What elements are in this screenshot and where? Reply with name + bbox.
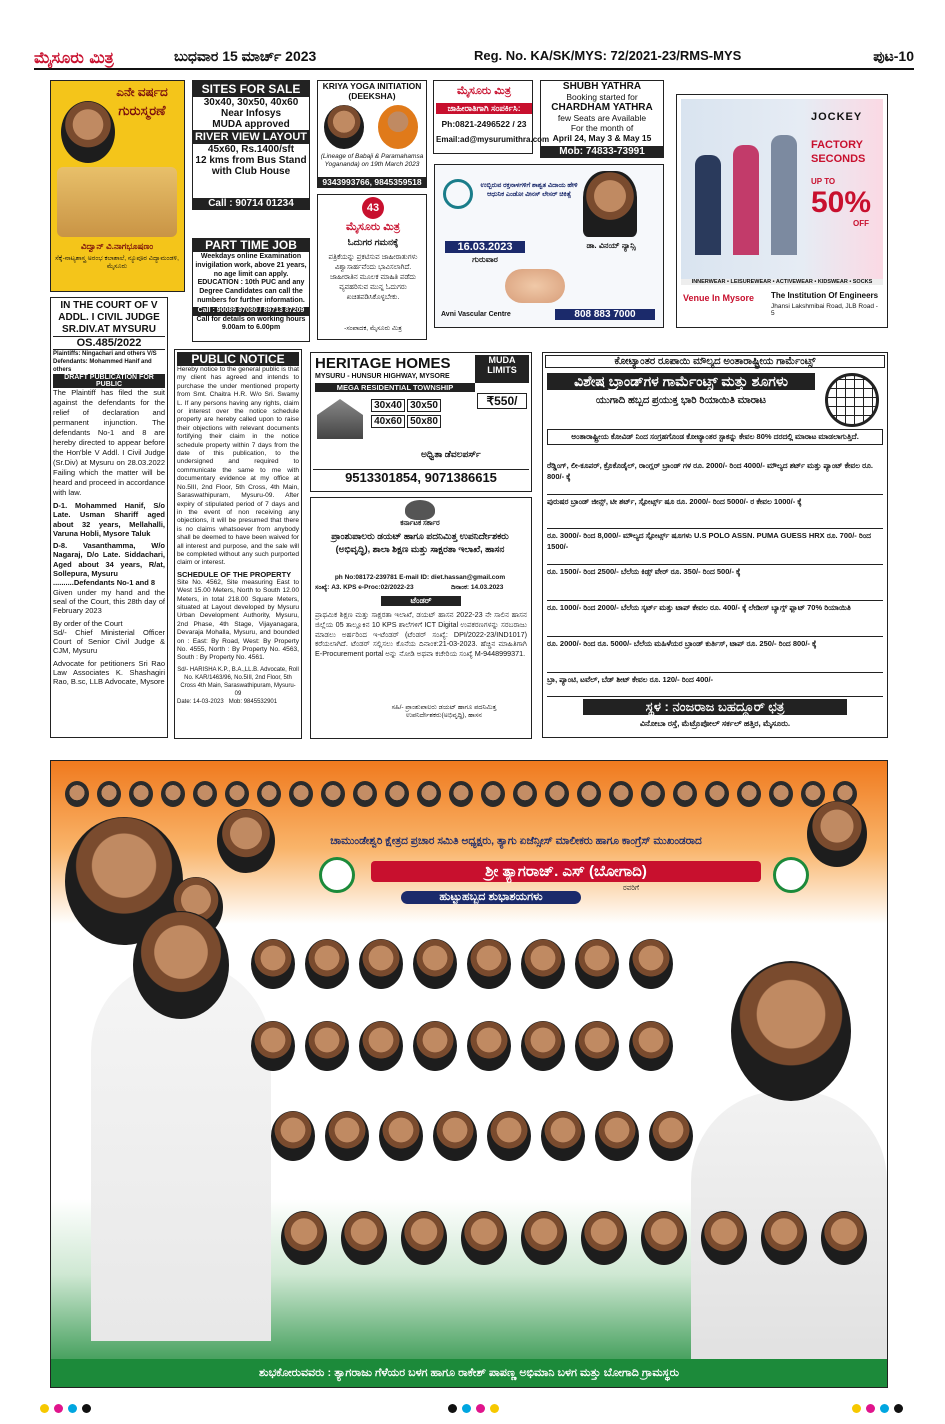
vascular-phone: 808 883 7000 (555, 309, 655, 320)
parttime-phone: Call : 90089 97080 / 89713 87209 (193, 307, 309, 316)
mitra-heading: ಜಾಹೀರಾತಿಗಾಗಿ ಸಂಪರ್ಕಿಸಿ: (436, 103, 532, 114)
supporter-photo (641, 1211, 687, 1265)
supporter-photo (595, 1111, 639, 1161)
garments-row-1: ರೆಡ್ಡಿಂಗ್, ಲೀ-ಕೂಪರ್, ಕ್ರೊಕೊಡೈಲ್, ರಾಂಗ್ಲರ್ ಬ್ರಾಂಡ್ ಗಳ ರೂ. 2000/- ರಿಂದ 4000/- ಮೌಲ್ಯದ ಶರ್ಟ್ ಮತ್ತು ಪ್ಯಾಂಟ್ ಕೇವಲ ರೂ. 800/- ಕ್ಕೆ (547, 461, 883, 495)
vascular-intro: ಉಬ್ಬಿರುವ ರಕ್ತನಾಳಗಳಿಗೆ ಶಾಶ್ವತ ವಿದಾಯ ಹೇಳಿ ಆಧುನಿಕ ಎಂಡೋ ವೀನಸ್ ಲೇಸರ್ ಚಿಕಿತ್ಸೆ (480, 182, 578, 198)
leader-photo (97, 781, 121, 807)
court-order: By order of the Court (53, 618, 123, 628)
vascular-day: ಗುರುವಾರ (472, 255, 498, 264)
tender-date: ದಿನಾಂಕ: 14.03.2023 (451, 584, 504, 591)
garments-row-4: ರೂ. 1500/- ರಿಂದ 2500/- ಬೆಲೆಯ ಕಿಡ್ಸ್ ವೇರ್ ರೂ. 350/- ರಿಂದ 500/- ಕ್ಕೆ (547, 567, 883, 601)
leader-photo (385, 781, 409, 807)
shubh-phone: Mob: 74833-73991 (541, 146, 663, 157)
supporter-photo (359, 939, 403, 989)
garments-row-5: ರೂ. 1000/- ರಿಂದ 2000/- ಬೆಲೆಯ ಸ್ಕರ್ಟ್ ಮತ್ತು ಟಾಪ್ ಕೇವಲ ರೂ. 400/- ಕ್ಕೆ ಲೇಡೀಸ್ ಬ್ಯಾಗ್ಸ್ ಫ್ಲಾಟ್ 70% ರಿಯಾಯಿತಿ (547, 603, 883, 637)
supporter-photo (521, 1021, 565, 1071)
jockey-ad (676, 94, 888, 328)
jockey-venue-name: The Institution Of Engineers (771, 291, 879, 300)
supporter-photo (433, 1111, 477, 1161)
leader-photo (801, 781, 825, 807)
shubh-line2: CHARDHAM YATHRA (551, 102, 653, 113)
garments-row-2: ಪುರುಷರ ಬ್ರಾಂಡ್ ಜೀನ್ಸ್, ಟೀ ಶರ್ಟ್, ಸ್ಪೋರ್ಟ್ಸ್ ಷೂ ರೂ. 2000/- ರಿಂದ 5000/- ರ ಕೇವಲ 1000/- ಕ್ಕೆ (547, 497, 883, 529)
memorial-title-1: ಎನೇ ವರ್ಷದ (116, 85, 168, 99)
veena-photo (57, 167, 177, 237)
court-plaintiffs: Plaintiffs: Ningachari and others V/S (53, 351, 157, 357)
leader-photo (257, 781, 281, 807)
garments-place: ಸ್ಥಳ : ನಂಜರಾಜ ಬಹದ್ದೂರ್ ಛತ್ರ (583, 699, 847, 715)
shubh-line3: few Seats are Available (557, 113, 647, 123)
heritage-developer: ಅಧ್ವಿತಾ ಡೆವಲಪರ್ಸ್ (421, 449, 481, 459)
vascular-logo-icon (443, 179, 473, 209)
paper-name: ಮೈಸೂರು ಮಿತ್ರ (34, 48, 114, 67)
shubh-yathra-ad (540, 80, 664, 158)
registration-mark (68, 1404, 77, 1413)
supporter-photo (629, 1021, 673, 1071)
jockey-headline-2: SECONDS (811, 153, 866, 165)
leader-photo (609, 781, 633, 807)
emblem-icon (405, 500, 435, 520)
jockey-brand: JOCKEY (811, 111, 863, 123)
court-heading: IN THE COURT OF V ADDL. I CIVIL JUDGE SR.DIV.AT MYSURU (58, 300, 160, 335)
tender-tag: ಟೆಂಡರ್ (381, 596, 461, 606)
supporter-photo (305, 939, 349, 989)
sites-layout: RIVER VIEW LAYOUT (194, 131, 308, 143)
sites-sizes: 30x40, 30x50, 40x60 (203, 97, 299, 108)
registration-mark (54, 1404, 63, 1413)
garments-row-7: ಬ್ರಾ, ಪ್ಯಾಂಟಿ, ಟವೆಲ್, ಬೆಡ್ ಶೀಟ್ ಕೇವಲ ರೂ. 120/- ರಿಂದ 400/- (547, 675, 883, 697)
public-notice-body: Hereby notice to the general public is that my client has agreed and intends to purchase the under mentioned property from Smt. Chaitra H.R. W/o Sri. Swamy L. If any persons having any rights, claim or interest over the notice schedule property are hereby called upon to raise their objections with relevant documents fortifying their claim in the notice schedule property within 7 days from the date of this publication, to the undersigned and required to communicate the same to me with documentary evidence at my office at No.5III, 2nd Floor, 5th Cross, 4th Main, Saraswathipuram, Mysuru-09. After expiry of stipulated period of 7 days and in the event of non receiving any objections, it will be presumed that there is no claims whatsoever from anybody shall be deemed to have been waived for all interest and purpose, and the sale will be completed without any such purported claim or interest. (177, 366, 299, 567)
anniversary-title: ಮೈಸೂರು ಮಿತ್ರ (345, 221, 401, 233)
leader-photo (769, 781, 793, 807)
supporter-photo (325, 1111, 369, 1161)
kriya-subtitle: (DEEKSHA) (348, 91, 396, 101)
garments-row-6: ರೂ. 2000/- ರಿಂದ ರೂ. 5000/- ಬೆಲೆಯ ಮಹಿಳೆಯರ ಬ್ರಾಂಡ್ ಕುರ್ತಿಸ್, ಟಾಪ್ ರೂ. 250/- ರಿಂದ 800/- ಕ್ಕೆ (547, 639, 883, 673)
shubh-title: SHUBH YATHRA (562, 81, 642, 92)
leader-photo (161, 781, 185, 807)
registration-mark (866, 1404, 875, 1413)
tender-office: ಪ್ರಾಂಶುಪಾಲರು ಡಯಟ್ ಹಾಗೂ ಪದನಿಮಿತ್ತ ಉಪನಿರ್ದೇಶಕರು (ಅಭಿವೃದ್ಧಿ), ಶಾಲಾ ಶಿಕ್ಷಣ ಮತ್ತು ಸಾಕ್ಷರತಾ ಇಲಾಖೆ, ಹಾಸನ (331, 531, 509, 554)
public-notice-date: Date: 14-03-2023 Mob: 9845532901 (177, 698, 278, 705)
sites-distance: 12 kms from Bus Stand (195, 155, 307, 166)
tender-ref: ಸಂಖ್ಯೆ: A3. KPS e-Proc:02/2022-23 (315, 584, 414, 591)
court-draft: DRAFT PUBLICATION FOR PUBLIC (53, 374, 165, 388)
kriya-caption: (Lineage of Babaji & Paramahamsa Yogananda) on 19th March 2023 (320, 153, 424, 168)
heritage-size-2: 30x50 (407, 399, 441, 412)
garments-ad (542, 352, 888, 738)
supporter-photo (413, 939, 457, 989)
heritage-price: ₹550/ (477, 393, 527, 409)
supporter-photo (461, 1211, 507, 1265)
sites-approved: MUDA approved (212, 119, 290, 130)
mitra-contact-ad (433, 80, 550, 154)
sites-club: with Club House (211, 166, 291, 177)
anniversary-subtitle: ಓದುಗರ ಗಮನಕ್ಕೆ (347, 237, 399, 247)
supporter-photo (581, 1211, 627, 1265)
leader-photo (481, 781, 505, 807)
guru-photo (378, 105, 418, 149)
heritage-homes-ad (310, 352, 532, 492)
anniversary-sign: -ಸಂಪಾದಕ, ಮೈಸೂರು ಮಿತ್ರ (344, 325, 402, 332)
vascular-center: Avni Vascular Centre (441, 311, 511, 318)
leader-photo (65, 781, 89, 807)
jockey-off: OFF (853, 219, 869, 228)
page-number: ಪುಟ-10 (873, 48, 914, 64)
congress-hand-icon (319, 857, 355, 893)
sites-for-sale-ad (192, 80, 310, 210)
supporter-photo (251, 939, 295, 989)
congress-hand-icon (773, 857, 809, 893)
supporter-photo (379, 1111, 423, 1161)
parttime-body: Weekdays online Examination invigilation work, above 21 years, no age limit can apply. EDUCATION : 10th PUC and any Degree Candidates can call the numbers for further information. (195, 253, 307, 304)
leader-portrait-2 (217, 809, 275, 873)
court-notice (50, 297, 168, 738)
court-dn: ..........Defendants No-1 and 8 (53, 578, 156, 588)
schedule-body: Site No. 4562, Site measuring East to West 15.00 Meters, North to South 12.00 Meters, in total 218.00 Square Meters, situated at Layout developed by Mysuru Urban Development Authority, Mysuru, 2nd Phase, 4th Stage, Vijayanagara, Devaraja Mohalla, Mysuru, and bounded on : East: By Road, West: By Property No. 4555, North : By Property No. 4563, South : By Property No. 4561. (177, 578, 299, 662)
supporter-photo (701, 1211, 747, 1265)
tender-contact: ph No:08172-239781 E-mail ID: diet.hassan@gmail.com (334, 574, 506, 581)
main-person-left-face (133, 911, 229, 1019)
supporter-photo (629, 939, 673, 989)
house-icon (317, 399, 363, 439)
supporter-photo (575, 1021, 619, 1071)
court-advocate: Advocate for petitioners Sri Rao Law Associates K. Shashagiri Rao, B.sc, LLB Advocate, Mysore (53, 658, 165, 687)
supporter-photo (401, 1211, 447, 1265)
garments-title: ವಿಶೇಷ ಬ್ರಾಂಡ್‌ಗಳ ಗಾರ್ಮೆಂಟ್ಸ್ ಮತ್ತು ಶೂಗಳು (547, 373, 815, 390)
leader-photo (545, 781, 569, 807)
tender-body: ಪ್ರಾಥಮಿಕ ಶಿಕ್ಷಣ ಮತ್ತು ಸಾಕ್ಷರತಾ ಇಲಾಖೆ, ಡಯಟ್ ಹಾಸನ 2022-23 ನೇ ಸಾಲಿನ ಹಾಸನ ಜಿಲ್ಲೆಯ 05 ತಾಲ್ಲೂಕಿನ 10 KPS ಶಾಲೆಗಳಿಗೆ ICT Digital ಉಪಕರಣಗಳನ್ನು ಸರಬರಾಜು ಮಾಡಲು ಅರ್ಹರಿಂದ ಇ-ಟೆಂಡರ್ (ಟೆಂಡರ್ ಸಂಖ್ಯೆ: DPI/2022-23/IND1017) ಕರೆಯಲಾಗಿದೆ. ಟೆಂಡರ್ ಸಲ್ಲಿಸಲು ಕೊನೆಯ ದಿನಾಂಕ:21-03-2023. ಹೆಚ್ಚಿನ ಮಾಹಿತಿಗಾಗಿ E-Procurement portal ಅನ್ನು ನೋಡಿ ಅಥವಾ ಕಚೇರಿಯ ಸಂಖ್ಯೆ M-9448999371. (315, 610, 527, 659)
anniversary-badge: 43 (362, 197, 384, 219)
leader-photo (449, 781, 473, 807)
leader-photo (225, 781, 249, 807)
supporter-photo (821, 1211, 867, 1265)
supporter-photo (413, 1021, 457, 1071)
registration-mark (82, 1404, 91, 1413)
court-body: The Plaintiff has filed the suit against the defendants for the relief of declaration and permanent injunction. The defendants No-1 and 8 are hereby directed to appear before the Hon'ble V Addl. I Civil Judge (Sr.Div) at Mysuru on 28.03.2022 Failing which the matter will be heard and proceed in accordance with law. (53, 388, 165, 497)
memorial-ad (50, 80, 185, 292)
registration-mark (852, 1404, 861, 1413)
schedule-title: SCHEDULE OF THE PROPERTY (177, 569, 292, 579)
supporter-photo (761, 1211, 807, 1265)
registration-mark (880, 1404, 889, 1413)
mitra-logo: ಮೈಸೂರು ಮಿತ್ರ (456, 85, 512, 97)
court-given: Given under my hand and the seal of the Court, this 28th day of February 2023 (53, 587, 165, 616)
registration-mark (476, 1404, 485, 1413)
court-d1: D-1. Mohammed Hanif, S/o Late. Usman Shariff aged about 32 years, Mellahalli, Varuna Hobli, Mysore Taluk (53, 501, 165, 538)
jockey-venue-label: Venue In Mysore (683, 293, 755, 303)
public-notice (174, 349, 302, 739)
doctor-photo (583, 171, 637, 237)
issue-date: ಬುಧವಾರ 15 ಮಾರ್ಚ್ 2023 (174, 48, 317, 64)
garments-row-3: ರೂ. 3000/- ರಿಂದ 8,000/- ಮೌಲ್ಯದ ಸ್ಪೋರ್ಟ್ಸ್ ಷೂಗಳು U.S POLO ASSN. PUMA GUESS HRX ರೂ. 700/- ರಿಂದ 1500/- (547, 531, 883, 565)
registration-mark (894, 1404, 903, 1413)
jockey-percent: 50% (811, 186, 872, 219)
shubh-line4: For the month of (570, 123, 634, 133)
main-person-right-face (731, 961, 851, 1101)
shubh-line1: Booking started for (566, 92, 638, 102)
registration-mark (462, 1404, 471, 1413)
sites-near: Near Infosys (220, 108, 282, 119)
model-3 (771, 135, 797, 255)
globe-icon (825, 373, 879, 427)
supporter-photo (649, 1111, 693, 1161)
public-notice-sign: Sd/- HARISHA K.P., B.A.,LL.B. Advocate, Roll No. KAR/1463/96, No.5III, 2nd Floor, 5th Cross 4th Main, Saraswathipuram, Mysuru-09 (177, 666, 299, 697)
garments-address: ವಿನೋಬಾ ರಸ್ತೆ, ಮೆಟ್ರೊಪೋಲ್ ಸರ್ಕಲ್ ಹತ್ತಿರ, ಮೈಸೂರು. (639, 719, 791, 728)
leader-photo (673, 781, 697, 807)
masthead (34, 44, 914, 70)
leader-photo (417, 781, 441, 807)
anniversary-notice (317, 194, 427, 340)
mitra-phone: Ph:0821-2496522 / 23 (441, 119, 527, 129)
leader-photo (321, 781, 345, 807)
tender-notice (310, 497, 532, 739)
parttime-title: PART TIME JOB (193, 239, 309, 252)
vascular-date: 16.03.2023 (445, 241, 525, 253)
heritage-size-4: 50x80 (407, 415, 441, 428)
babaji-photo (324, 105, 364, 149)
heritage-phone: 9513301854, 9071386615 (313, 469, 529, 485)
supporter-photo (521, 939, 565, 989)
banner-small: ರವರಿಗೆ (623, 885, 639, 892)
leader-photo (705, 781, 729, 807)
court-defendants: Defendants: Mohammed Hanif and others (53, 359, 152, 373)
garments-top: ಕೋಟ್ಯಾಂತರ ರೂಪಾಯಿ ಮೌಲ್ಯದ ಅಂತಾರಾಷ್ಟ್ರೀಯ ಗಾರ್ಮೆಂಟ್ಸ್ (545, 355, 885, 368)
birthday-wish: ಹುಟ್ಟುಹಬ್ಬದ ಶುಭಾಶಯಗಳು (401, 891, 581, 904)
heritage-township: MEGA RESIDENTIAL TOWNSHIP (315, 383, 475, 392)
heritage-road: MYSURU - HUNSUR HIGHWAY, MYSORE (315, 373, 450, 380)
supporter-photo (251, 1021, 295, 1071)
kriya-title: KRIYA YOGA INITIATION (322, 81, 422, 91)
leader-photo (289, 781, 313, 807)
memorial-title-2: ಗುರುಸ್ಮರಣೆ (118, 103, 166, 118)
kriya-yoga-ad (317, 80, 427, 188)
registration-mark (490, 1404, 499, 1413)
kriya-phone: 9343993766, 9845359518 (318, 177, 426, 187)
birthday-banner (50, 760, 888, 1388)
jockey-headline-1: FACTORY (811, 139, 863, 151)
part-time-job-ad (192, 238, 310, 342)
registration-mark (448, 1404, 457, 1413)
jockey-categories: INNERWEAR • LEISUREWEAR • ACTIVEWEAR • KIDSWEAR • SOCKS (681, 279, 883, 285)
court-officer: Sd/- Chief Ministerial Officer Court of Senior Civil Judge & CJM, Mysuru (53, 627, 165, 656)
leader-photo (641, 781, 665, 807)
parttime-time: Call for details on working hours 9.00am to 6.00pm (196, 315, 306, 332)
supporter-photo (467, 1021, 511, 1071)
court-case-no: OS.485/2022 (53, 336, 165, 350)
leader-photo (737, 781, 761, 807)
sites-size2: 45x60, Rs.1400/sft (207, 144, 295, 155)
registration-mark (40, 1404, 49, 1413)
garments-intro: ಅಂತಾರಾಷ್ಟ್ರೀಯ ಕೋವಿಡ್ ನಿಂದ ಸಂಗ್ರಹಗೊಂಡ ಕೋಟ್ಯಾಂತರ ಸ್ಟಾಕನ್ನು ಕೇವಲ 80% ದರದಲ್ಲಿ ಮಾರಾಟ ಮಾಡಲಾಗುತ್ತಿದೆ. (547, 429, 883, 445)
heritage-muda: MUDA LIMITS (475, 355, 529, 383)
supporter-photo (487, 1111, 531, 1161)
garments-subtitle: ಯುಗಾದಿ ಹಬ್ಬದ ಪ್ರಯುಕ್ತ ಭಾರಿ ರಿಯಾಯಿತಿ ಮಾರಾಟ (595, 395, 767, 406)
anniversary-body: ಪತ್ರಿಕೆಯನ್ನು ಪ್ರಕಟಿಸುವ ಜಾಹೀರಾತುಗಳು ವಿಶ್ವಾಸಾರ್ಹವೆಂದು ಭಾವಿಸಲಾಗಿದೆ. ಜಾಹೀರಾತಿನ ಮೂಲಕ ಮಾಹಿತಿ ಪಡೆದು ವ್ಯವಹರಿಸುವ ಮುನ್ನ ಓದುಗರು ಖಚಿತಪಡಿಸಿಕೊಳ್ಳಬೇಕು. (328, 254, 418, 301)
reg-number: Reg. No. KA/SK/MYS: 72/2021-23/RMS-MYS (474, 48, 742, 63)
memorial-body: ಸೆಕ್ಕೆ-ನಾಟ್ಯಶಾಸ್ತ್ರ ಅರಂಭ ಕಲಾಶಾಲೆ, ನ್ಯೂಪೂರ ವಿದ್ಯಾಮಂಡಳಿ, ಮೈಸೂರು (55, 255, 179, 270)
public-notice-title: PUBLIC NOTICE (177, 352, 299, 366)
memorial-portrait (61, 101, 115, 163)
supporter-photo (281, 1211, 327, 1265)
model-1 (695, 155, 721, 255)
sites-title: SITES FOR SALE (193, 81, 309, 97)
mitra-email: Email:ad@mysurumithra.com (436, 135, 550, 144)
shubh-dates: April 24, May 3 & May 15 (552, 133, 652, 143)
supporter-photo (341, 1211, 387, 1265)
vascular-ad (434, 164, 664, 328)
leader-photo (193, 781, 217, 807)
tender-sign: ಸಹಿ/- ಪ್ರಾಂಶುಪಾಲರು ಡಯಟ್ ಹಾಗೂ ಪದನಿಮಿತ್ತ ಉಪನಿರ್ದೇಶಕರು(ಅಭಿವೃದ್ಧಿ), ಹಾಸನ (391, 704, 497, 719)
supporter-photo (541, 1111, 585, 1161)
leader-photo (129, 781, 153, 807)
supporter-photo (305, 1021, 349, 1071)
memorial-name: ವಿದ್ವಾನ್ ವಿ.ನಾಗಭೂಷಣಂ (80, 241, 154, 251)
banner-top-text: ಚಾಮುಂಡೇಶ್ವರಿ ಕ್ಷೇತ್ರದ ಪ್ರಚಾರ ಸಮಿತಿ ಅಧ್ಯಕ್ಷರು, ತ್ಯಾಗು ಏಜೆನ್ಸೀಸ್ ಮಾಲೀಕರು ಹಾಗೂ ಕಾಂಗ್ರೆಸ್ ಮುಖಂಡರಾದ (330, 835, 702, 847)
sites-phone: Call : 90714 01234 (193, 198, 309, 209)
banner-bottom-text: ಶುಭಕೋರುವವರು : ತ್ಯಾಗರಾಜು ಗೆಳೆಯರ ಬಳಗ ಹಾಗೂ ರಾಕೇಶ್ ಪಾಪಣ್ಣ ಅಭಿಮಾನಿ ಬಳಗ ಮತ್ತು ಬೋಗಾದಿ ಗ್ರಾಮಸ್ಥರು (51, 1359, 887, 1387)
supporter-photo (521, 1211, 567, 1265)
supporter-photo (467, 939, 511, 989)
jockey-upto: UP TO (811, 177, 836, 186)
birthday-person-name: ಶ್ರೀ ತ್ಯಾಗರಾಜ್. ಎಸ್ (ಬೋಗಾದಿ) (371, 861, 761, 882)
supporter-photo (359, 1021, 403, 1071)
court-d8: D-8. Vasanthamma, W/o Nagaraj, D/o Late. Siddachari, Aged about 34 years, R/at, Sollepura, Mysuru (53, 541, 165, 579)
heritage-title: HERITAGE HOMES (315, 355, 451, 372)
leg-photo (505, 269, 565, 303)
heritage-size-3: 40x60 (371, 415, 405, 428)
supporter-photo (271, 1111, 315, 1161)
supporter-photo (575, 939, 619, 989)
leader-photo (577, 781, 601, 807)
jockey-venue-address: Jhansi Lakshmibai Road, JLB Road - 5 (771, 303, 878, 317)
heritage-size-1: 30x40 (371, 399, 405, 412)
vascular-doctor: ಡಾ. ವಿನಯ್ ನ್ಯಾನ್ಸಿ (586, 241, 636, 250)
actor-portrait-right (807, 801, 867, 867)
leader-photo (353, 781, 377, 807)
leader-photo (513, 781, 537, 807)
tender-gov: ಕರ್ನಾಟಕ ಸರ್ಕಾರ (400, 520, 440, 527)
model-2 (733, 145, 759, 255)
